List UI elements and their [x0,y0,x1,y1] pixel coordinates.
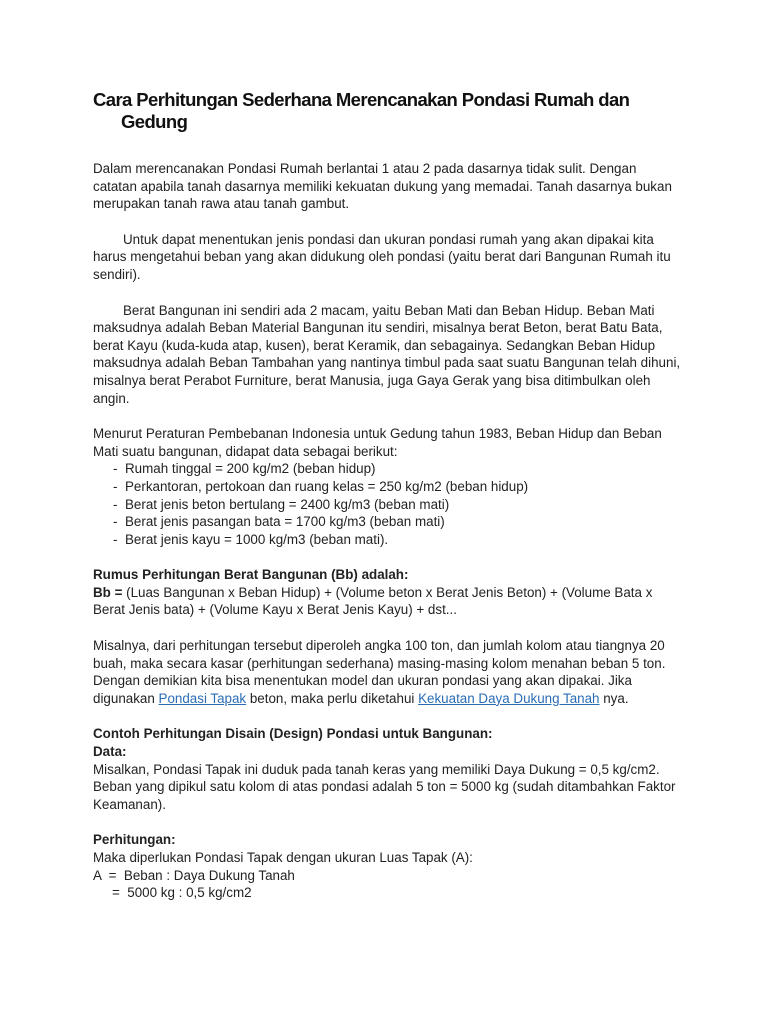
example-text-2: beton, maka perlu diketahui [246,690,419,706]
pondasi-tapak-link[interactable]: Pondasi Tapak [158,690,247,706]
load-list [93,460,683,548]
example-text-3: nya. [599,690,629,706]
title-line-1: Cara Perhitungan Sederhana Merencanakan Pondasi Rumah dan [93,89,630,110]
title-line-2: Gedung [121,111,188,132]
data-label: Data: [93,744,127,760]
example-text-1: Misalnya, dari perhitungan tersebut diperoleh angka 100 ton, dan jumlah kolom atau tiangnya 20 buah, maka secara kasar (perhitungan sederhana) masing-masing kolom menahan beban 5 ton. Dengan demikian kita bisa menentukan model dan ukuran pondasi yang akan dipakai. Jika digunakan [93,638,666,706]
data-line-2: Beban yang dipikul satu kolom di atas pondasi adalah 5 ton = 5000 kg (sudah ditambahkan Faktor Keamanan). [93,779,676,812]
regulation-paragraph: Menurut Peraturan Pembebanan Indonesia untuk Gedung tahun 1983, Beban Hidup dan Beban Mati suatu bangunan, didapat data sebagai berikut: [93,426,662,459]
list-item: - Berat jenis kayu = 1000 kg/m3 (beban mati). [113,531,683,549]
formula-body [93,584,683,619]
calculation-heading: Perhitungan: [93,832,176,848]
list-item: - Berat jenis pasangan bata = 1700 kg/m3 (beban mati) [113,513,683,531]
formula-text: (Luas Bangunan x Beban Hidup) + (Volume beton x Berat Jenis Beton) + (Volume Bata x Berat Jenis bata) + (Volume Kayu x Berat Jenis Kayu) + dst... [93,584,653,618]
document-body [93,160,683,902]
formula-label: Bb = [93,584,123,600]
formula-section [93,566,683,619]
calculation-section [93,831,683,901]
foundation-type-paragraph: Untuk dapat menentukan jenis pondasi dan ukuran pondasi rumah yang akan dipakai kita harus mengetahui beban yang akan didukung oleh pondasi (yaitu berat dari Bangunan Rumah itu sendiri). [93,231,671,282]
daya-dukung-tanah-link[interactable]: Kekuatan Daya Dukung Tanah [418,690,600,706]
page-title [93,89,683,133]
list-item: - Perkantoran, pertokoan dan ruang kelas = 250 kg/m2 (beban hidup) [113,478,683,496]
calculation-line-2: A = Beban : Daya Dukung Tanah [93,867,295,883]
design-example-heading: Contoh Perhitungan Disain (Design) Pondasi untuk Bangunan: [93,726,493,742]
calculation-line-3: = 5000 kg : 0,5 kg/cm2 [112,885,252,901]
list-item: - Rumah tinggal = 200 kg/m2 (beban hidup) [113,460,683,478]
example-paragraph [93,637,683,707]
regulation-section [93,425,683,548]
data-line-1: Misalkan, Pondasi Tapak ini duduk pada tanah keras yang memiliki Daya Dukung = 0,5 kg/cm2. [93,761,660,777]
building-weight-paragraph: Berat Bangunan ini sendiri ada 2 macam, yaitu Beban Mati dan Beban Hidup. Beban Mati maksudnya adalah Beban Material Bangunan itu sendiri, misalnya berat Beton, berat Batu Bata, berat Kayu (kuda-kuda atap, kusen), berat Keramik, dan sebagainya. Sedangkan Beban Hidup maksudnya adalah Beban Tambahan yang nantinya timbul pada saat suatu Bangunan telah dihuni, misalnya berat Perabot Furniture, berat Manusia, juga Gaya Gerak yang bisa ditimbulkan oleh angin. [93,302,681,406]
design-example-section [93,725,683,813]
calculation-line-1: Maka diperlukan Pondasi Tapak dengan ukuran Luas Tapak (A): [93,850,473,865]
intro-paragraph: Dalam merencanakan Pondasi Rumah berlantai 1 atau 2 pada dasarnya tidak sulit. Dengan catatan apabila tanah dasarnya memiliki kekuatan dukung yang memadai. Tanah dasarnya bukan merupakan tanah rawa atau tanah gambut. [93,161,672,212]
list-item: - Berat jenis beton bertulang = 2400 kg/m3 (beban mati) [113,496,683,514]
formula-heading: Rumus Perhitungan Berat Bangunan (Bb) adalah: [93,567,409,583]
